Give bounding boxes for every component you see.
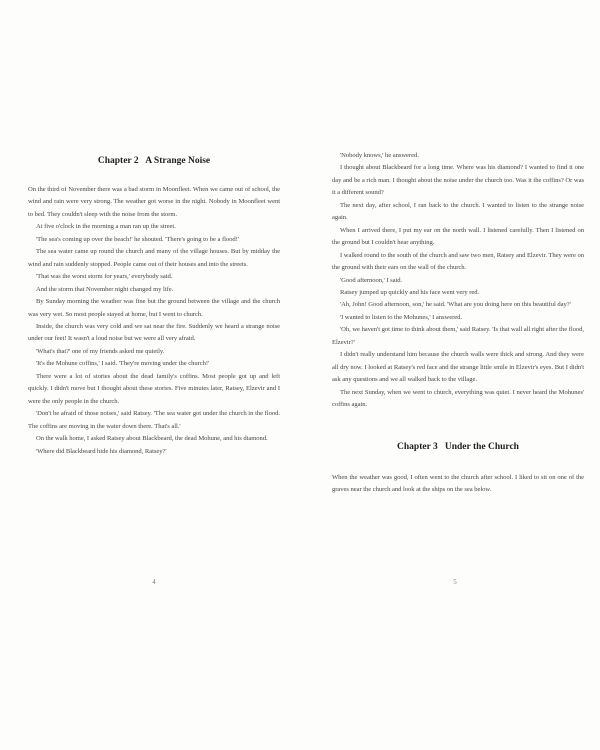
paragraph: 'That was the worst storm for years,' everybody said. <box>36 273 173 281</box>
paragraph: At five o'clock in the morning a man ran up the street. <box>36 223 176 231</box>
paragraph: And the storm that November night changed my life. <box>36 285 174 293</box>
left-page <box>28 150 280 458</box>
paragraph: 'I wanted to listen to the Mohunes,' I answered. <box>340 313 462 321</box>
paragraph: 'What's that?' one of my friends asked me quietly. <box>36 347 165 355</box>
paragraph: Ratsey jumped up quickly and his face went very red. <box>340 288 480 296</box>
paragraph: By Sunday morning the weather was fine but the ground between the village and the church was very wet. So most people stayed at home, but I went to church. <box>28 298 280 318</box>
paragraph: There were a lot of stories about the dead family's coffins. Most people got up and left quickly. I didn't move but I thought about these stories. Five minutes later, Ratsey, Elzevir and I were the only people in the church. <box>28 372 280 405</box>
right-page <box>332 150 584 496</box>
left-page-body <box>28 184 280 458</box>
right-page-body <box>332 150 584 412</box>
paragraph: I didn't really understand him because the church walls were thick and strong. And they were all dry now. I looked at Ratsey's red face and the strange little smile in Elzevir's eyes. But I didn't ask any questions and we all walked back to the village. <box>332 351 584 384</box>
page-number: 4 <box>152 578 156 586</box>
paragraph: 'Nobody knows,' he answered. <box>340 152 419 159</box>
paragraph: On the third of November there was a bad storm in Moonfleet. When we came out of school, the wind and rain were very strong. The weather got worse in the night. Nobody in Moonfleet went to bed. They couldn't sleep with the noise from the storm. <box>28 186 280 218</box>
chapter-heading-block <box>332 442 584 452</box>
paragraph: 'Ah, John! Good afternoon, son,' he said. 'What are you doing here on this beautiful day?' <box>340 301 571 309</box>
paragraph: On the walk home, I asked Ratsey about Blackbeard, the dead Mohune, and his diamond. <box>36 435 268 443</box>
paragraph: The next day, after school, I ran back to the church. I wanted to listen to the strange noise again. <box>332 201 584 222</box>
paragraph: I thought about Blackbeard for a long time. Where was his diamond? I wanted to find it one day and be a rich man. I thought about the noise under the church too. Was it the coffins? Or was it a different sound? <box>332 164 584 197</box>
page-number: 5 <box>453 578 457 586</box>
chapter-title: Chapter 2 A Strange Noise <box>97 156 211 166</box>
paragraph: I walked round to the south of the church and saw two men, Ratsey and Elzevir. They were on the ground with their ears on the wall of the church. <box>332 251 584 272</box>
paragraph: 'Good afternoon,' I said. <box>340 276 403 284</box>
paragraph: The sea water came up round the church and many of the village houses. But by midday the wind and rain suddenly stopped. People came out of their houses and into the streets. <box>28 248 280 268</box>
paragraph: When the weather was good, I often went to the church after school. I liked to sit on one of the graves near the church and look at the ships on the sea below. <box>332 473 584 493</box>
paragraph: 'Oh, we haven't got time to think about them,' said Ratsey. 'Is that wall all right after the flood, Elzevir?' <box>332 326 584 346</box>
paragraph: 'Where did Blackbeard hide his diamond, Ratsey?' <box>36 447 167 455</box>
paragraph: 'Don't be afraid of those noises,' said Ratsey. 'The sea water got under the church in the flood. The coffins are moving in the water down there. That's all.' <box>28 410 280 430</box>
paragraph: Inside, the church was very cold and we sat near the fire. Suddenly we heard a strange noise under our feet! It wasn't a loud noise but we were all very afraid. <box>28 322 280 343</box>
chapter-title: Chapter 3 Under the Church <box>397 441 519 452</box>
paragraph: 'It's the Mohune coffins,' I said. 'They're moving under the church!' <box>36 360 210 368</box>
paragraph: When I arrived there, I put my ear on the north wall. I listened carefully. Then I listened on the ground but I couldn't hear anything. <box>332 226 584 247</box>
paragraph: The next Sunday, when we went to church, everything was quiet. I never heard the Mohunes' coffins again. <box>332 388 584 409</box>
right-page-body-continued <box>332 472 584 497</box>
paragraph: 'The sea's coming up over the beach!' he shouted. 'There's going to be a flood!' <box>36 235 239 243</box>
